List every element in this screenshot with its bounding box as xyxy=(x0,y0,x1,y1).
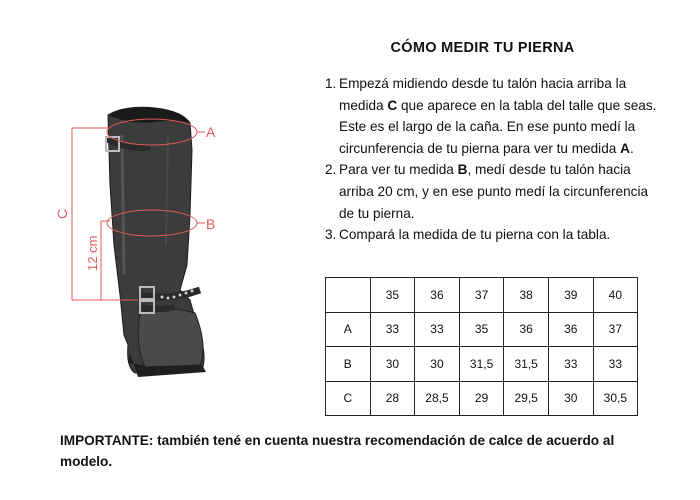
step-item xyxy=(325,159,665,224)
table-row xyxy=(326,312,638,347)
boot-icon xyxy=(50,95,280,395)
step-text: Para ver tu medida B, medí desde tu talón hacia arriba 20 cm, y en ese punto medí la circunferencia de tu pierna. xyxy=(339,162,649,221)
boot-measurement-illustration xyxy=(50,95,280,395)
table-cell: 38 xyxy=(504,278,549,313)
label-12cm: 12 cm xyxy=(85,235,100,271)
label-b: B xyxy=(206,216,216,232)
table-cell: 33 xyxy=(415,312,460,347)
table-cell: A xyxy=(326,312,371,347)
table-cell: 31,5 xyxy=(459,347,504,382)
table-cell: 36 xyxy=(548,312,593,347)
table-cell: 33 xyxy=(593,347,638,382)
step-number: 2. xyxy=(325,162,337,178)
step-number: 1. xyxy=(325,76,337,91)
step-text: Empezá midiendo desde tu talón hacia arriba la medida C que aparece en la tabla del talle que seas. Este es el largo de la caña. En ese punto medí la circunferencia de tu pierna para ver tu medida A. xyxy=(339,76,657,156)
instructions-list xyxy=(325,73,665,246)
step-text: Compará la medida de tu pierna con la tabla. xyxy=(339,227,611,243)
table-cell: C xyxy=(326,381,371,416)
step-item xyxy=(325,73,665,159)
table-cell xyxy=(326,278,371,313)
table-cell: 37 xyxy=(459,278,504,313)
table-cell: 39 xyxy=(548,278,593,313)
table-cell: 40 xyxy=(593,278,638,313)
table-cell: 31,5 xyxy=(504,347,549,382)
table-cell: 30 xyxy=(415,347,460,382)
page-title: CÓMO MEDIR TU PIERNA xyxy=(390,40,575,56)
table-cell: 28 xyxy=(370,381,415,416)
table-cell: 37 xyxy=(593,312,638,347)
table-cell: 36 xyxy=(415,278,460,313)
table-cell: 28,5 xyxy=(415,381,460,416)
table-cell: 35 xyxy=(459,312,504,347)
table-cell: 30 xyxy=(370,347,415,382)
label-c: C xyxy=(54,208,70,219)
table-cell: 29,5 xyxy=(504,381,549,416)
table-cell: 33 xyxy=(370,312,415,347)
table-cell: 33 xyxy=(548,347,593,382)
table-header-row xyxy=(326,278,638,313)
table-cell: 30,5 xyxy=(593,381,638,416)
table-cell: B xyxy=(326,347,371,382)
important-note: IMPORTANTE: también tené en cuenta nuestra recomendación de calce de acuerdo al modelo. xyxy=(60,433,615,469)
table-cell: 30 xyxy=(548,381,593,416)
table-row xyxy=(326,347,638,382)
table-row xyxy=(326,381,638,416)
table-cell: 29 xyxy=(459,381,504,416)
step-number: 3. xyxy=(325,227,337,243)
table-cell: 35 xyxy=(370,278,415,313)
size-table xyxy=(325,277,638,416)
label-a: A xyxy=(206,124,216,140)
table-cell: 36 xyxy=(504,312,549,347)
step-item xyxy=(325,224,665,246)
